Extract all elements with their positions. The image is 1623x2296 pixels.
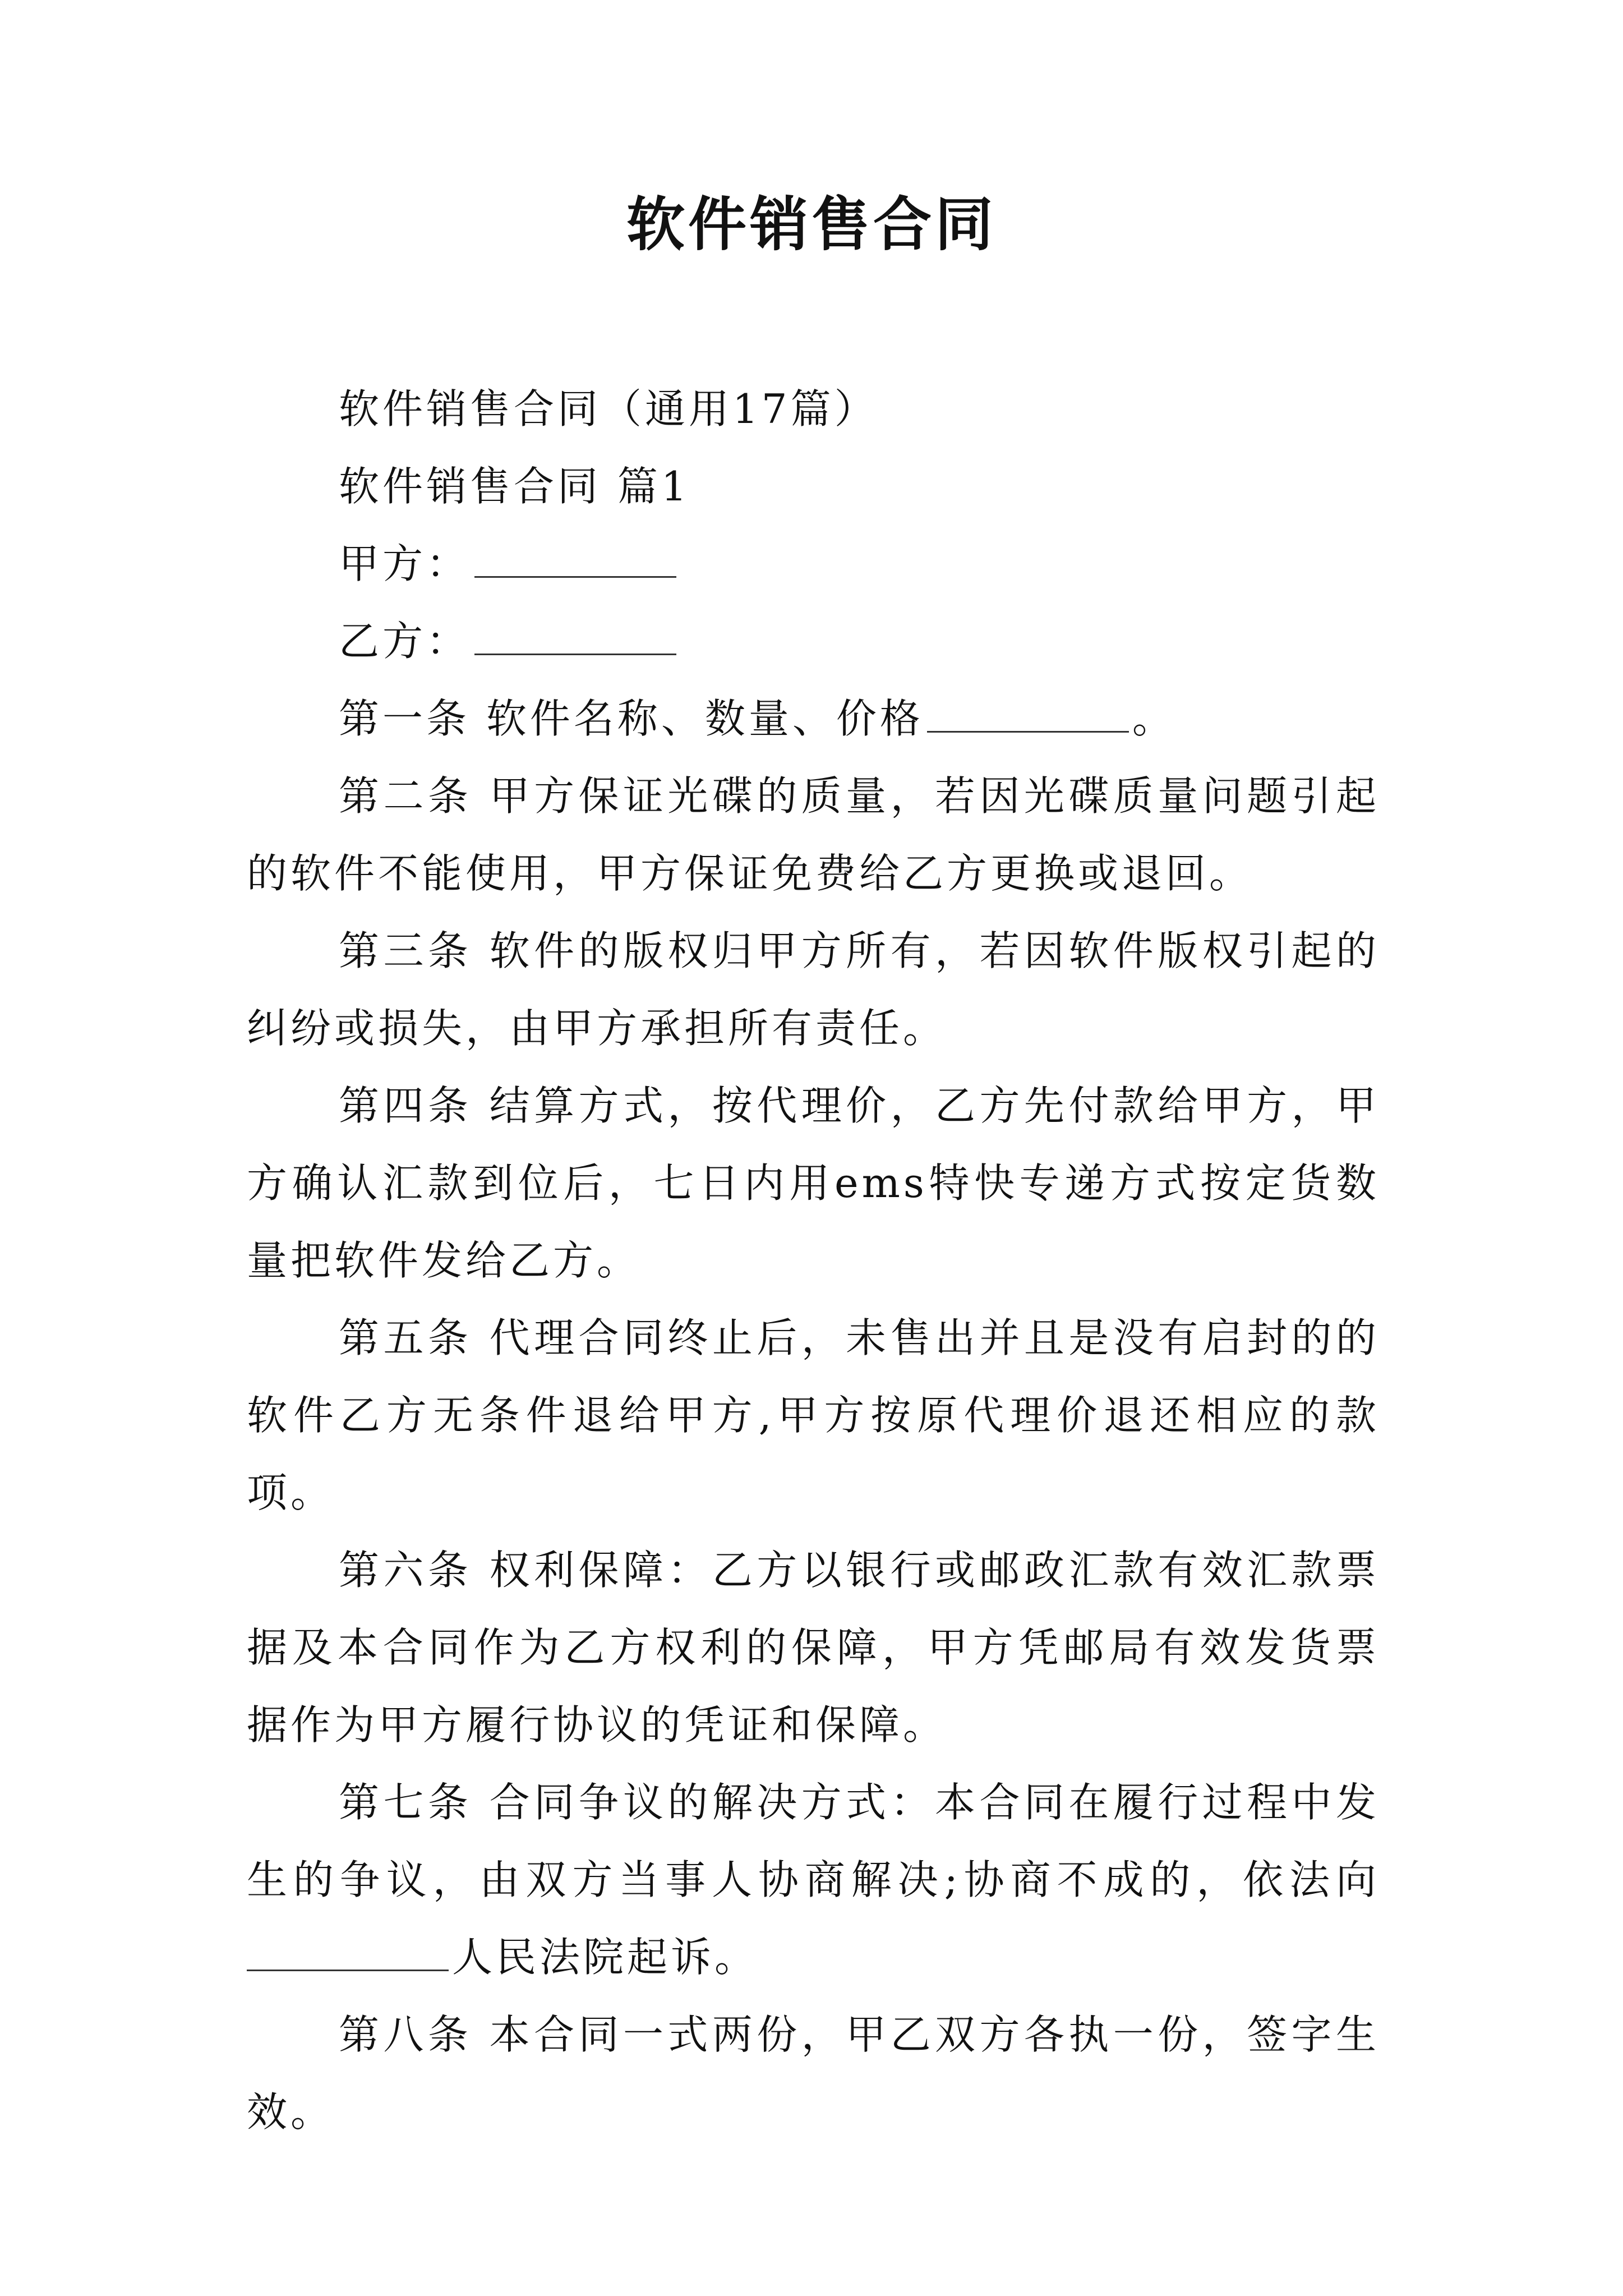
article-4: 第四条 结算方式，按代理价，乙方先付款给甲方，甲方确认汇款到位后，七日内用ems特快专递方式按定货数量把软件发给乙方。 — [247, 1082, 1380, 1284]
party-a-line — [247, 525, 1380, 602]
article-5: 第五条 代理合同终止后，未售出并且是没有启封的的软件乙方无条件退给甲方,甲方按原代理价退还相应的款项。 — [247, 1314, 1380, 1516]
document-title: 软件销售合同 — [626, 190, 997, 259]
article-7 — [247, 1764, 1380, 1996]
party-a-blank[interactable] — [474, 532, 676, 578]
article-2: 第二条 甲方保证光碟的质量，若因光碟质量问题引起的软件不能使用，甲方保证免费给乙方更换或退回。 — [247, 772, 1380, 897]
article-7-text: 第七条 合同争议的解决方式：本合同在履行过程中发生的争议，由双方当事人协商解决;协商不成的，依法向 — [247, 1779, 1380, 1903]
article-1-text: 第一条 软件名称、数量、价格 — [339, 695, 924, 742]
party-b-blank[interactable] — [474, 610, 676, 655]
article-1 — [247, 680, 1380, 757]
court-name-blank[interactable] — [247, 1926, 449, 1971]
party-b-line — [247, 602, 1380, 680]
article-8: 第八条 本合同一式两份，甲乙双方各执一份，签字生效。 — [247, 2011, 1380, 2136]
article-7-suffix: 人民法院起诉。 — [452, 1934, 759, 1981]
document-body — [247, 370, 1380, 2151]
party-b-label: 乙方： — [339, 618, 471, 665]
article-1-blank[interactable] — [927, 687, 1129, 733]
section-heading: 软件销售合同 篇1 — [339, 463, 690, 510]
document-subtitle: 软件销售合同（通用17篇） — [339, 385, 878, 432]
article-1-suffix: 。 — [1132, 695, 1176, 742]
article-6: 第六条 权利保障：乙方以银行或邮政汇款有效汇款票据及本合同作为乙方权利的保障，甲方凭邮局有效发货票据作为甲方履行协议的凭证和保障。 — [247, 1547, 1380, 1749]
party-a-label: 甲方： — [339, 540, 471, 587]
article-3: 第三条 软件的版权归甲方所有，若因软件版权引起的纠纷或损失，由甲方承担所有责任。 — [247, 927, 1380, 1052]
